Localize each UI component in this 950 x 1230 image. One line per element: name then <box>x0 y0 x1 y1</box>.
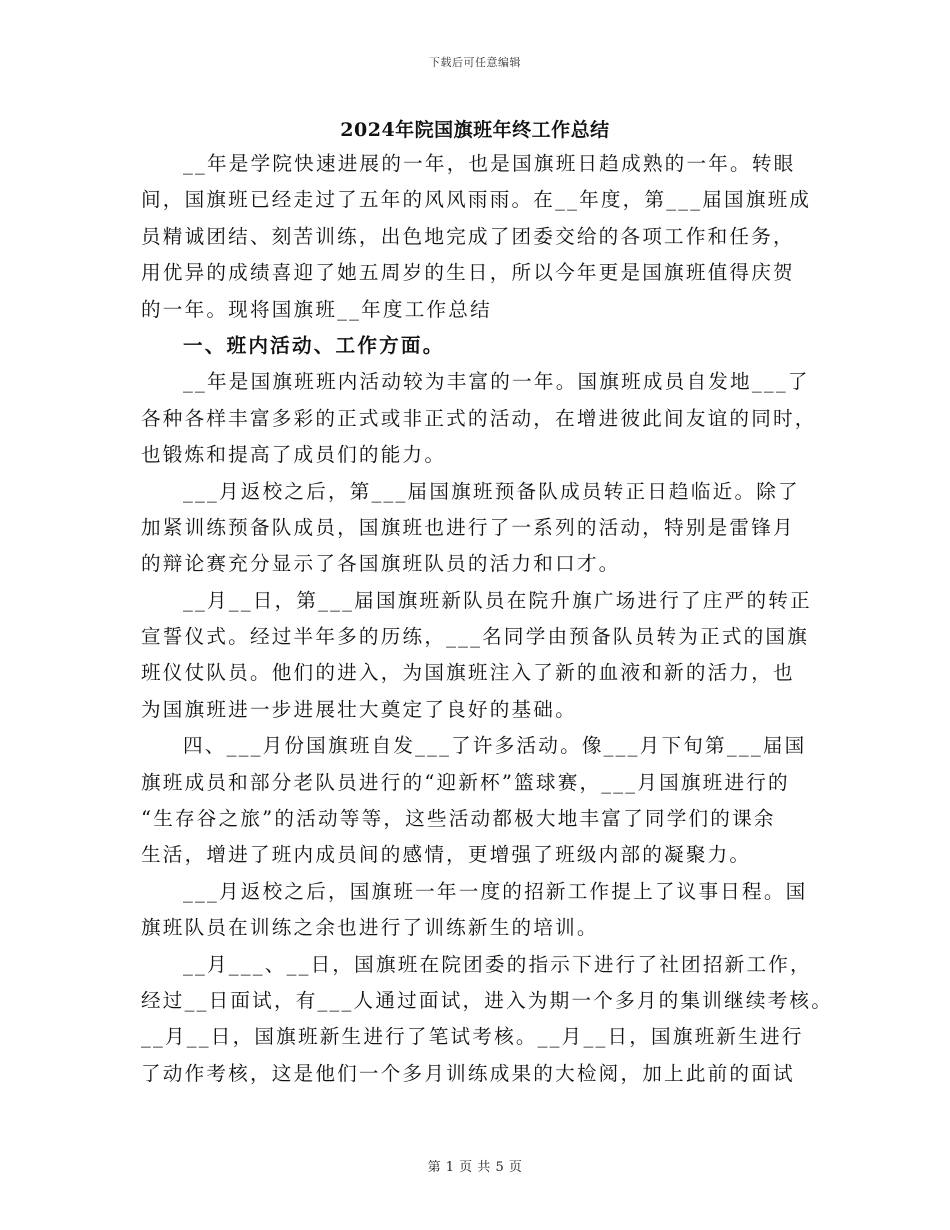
document-body <box>141 146 834 1092</box>
body-line: 旗班队员在训练之余也进行了训练新生的培训。 <box>141 916 599 940</box>
body-line: 员精诚团结、刻苦训练，出色地完成了团委交给的各项工作和任务， <box>141 224 795 248</box>
body-line: 也锻炼和提高了成员们的能力。 <box>141 443 447 467</box>
body-line: 生活，增进了班内成员间的感情，更增强了班级内部的凝聚力。 <box>141 843 752 867</box>
body-line: “生存谷之旅”的活动等等，这些活动都极大地丰富了同学们的课余 <box>141 807 776 831</box>
body-line: __月___、__日，国旗班在院团委的指示下进行了社团招新工作， <box>183 952 812 976</box>
body-line: 间，国旗班已经走过了五年的风风雨雨。在__年度，第___届国旗班成 <box>141 188 812 212</box>
header-note: 下载后可任意编辑 <box>429 56 521 69</box>
body-line: 的辩论赛充分显示了各国旗班队员的活力和口才。 <box>141 552 621 576</box>
body-line: 四、___月份国旗班自发___了许多活动。像___月下旬第___届国 <box>183 734 807 758</box>
document-title: 2024年院国旗班年终工作总结 <box>340 119 610 141</box>
body-line: ___月返校之后，国旗班一年一度的招新工作提上了议事日程。国 <box>183 879 808 903</box>
body-line: 用优异的成绩喜迎了她五周岁的生日，所以今年更是国旗班值得庆贺 <box>141 261 795 285</box>
body-line: 旗班成员和部分老队员进行的“迎新杯”篮球赛，___月国旗班进行的 <box>141 770 790 794</box>
body-line: 经过__日面试，有___人通过面试，进入为期一个多月的集训继续考核。 <box>141 988 834 1012</box>
body-line: __月__日，第___届国旗班新队员在院升旗广场进行了庄严的转正 <box>183 588 812 612</box>
section-heading: 一、班内活动、工作方面。 <box>183 333 445 357</box>
body-line: ___月返校之后，第___届国旗班预备队成员转正日趋临近。除了 <box>183 479 800 503</box>
body-line: 的一年。现将国旗班__年度工作总结 <box>141 297 492 321</box>
body-line: 各种各样丰富多彩的正式或非正式的活动，在增进彼此间友谊的同时， <box>141 406 817 430</box>
body-line: __月__日，国旗班新生进行了笔试考核。__月__日，国旗班新生进行 <box>141 1025 804 1049</box>
body-line: __年是国旗班班内活动较为丰富的一年。国旗班成员自发地___了 <box>183 370 810 394</box>
page-footer: 第 1 页 共 5 页 <box>427 1160 523 1175</box>
body-line: 班仪仗队员。他们的进入，为国旗班注入了新的血液和新的活力，也 <box>141 661 795 685</box>
body-line: 为国旗班进一步进展壮大奠定了良好的基础。 <box>141 697 577 721</box>
body-line: 了动作考核，这是他们一个多月训练成果的大检阅，加上此前的面试 <box>141 1061 795 1085</box>
body-line: 加紧训练预备队成员，国旗班也进行了一系列的活动，特别是雷锋月 <box>141 515 795 539</box>
body-line: __年是学院快速进展的一年，也是国旗班日趋成熟的一年。转眼 <box>183 152 796 175</box>
body-line: 宣誓仪式。经过半年多的历练，___名同学由预备队员转为正式的国旗 <box>141 625 810 649</box>
